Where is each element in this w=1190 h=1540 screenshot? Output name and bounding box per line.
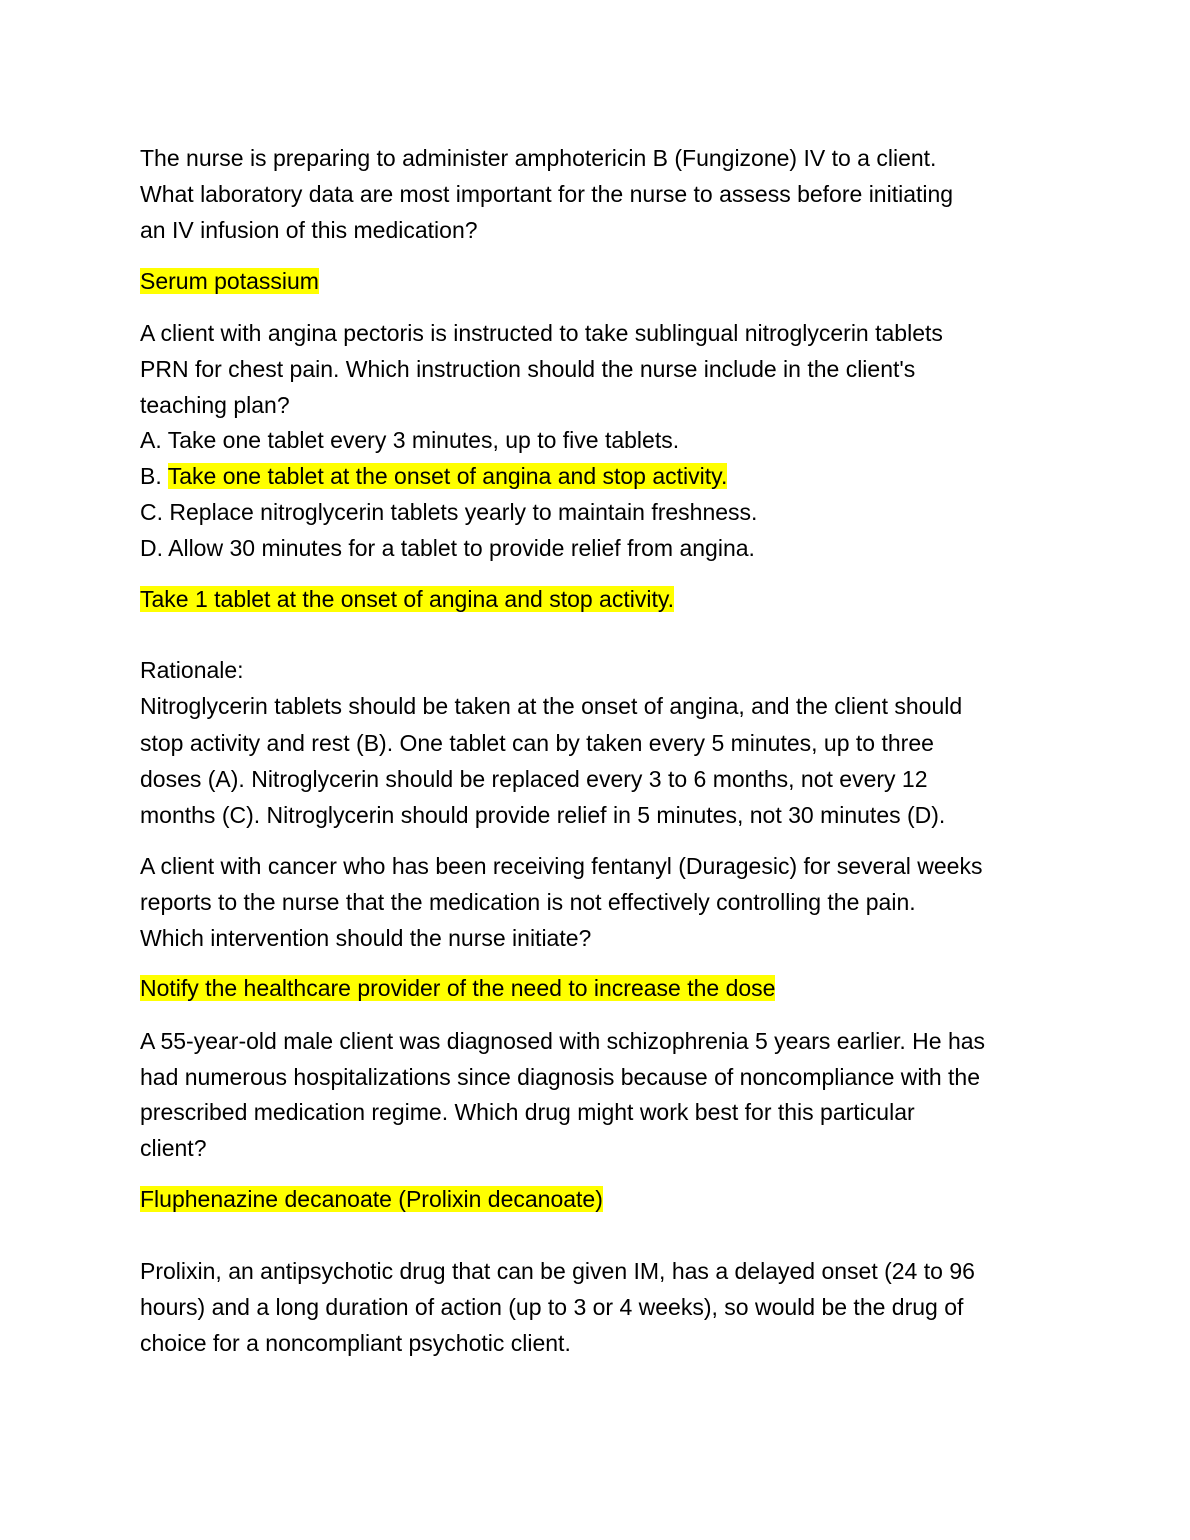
q4-line-3: prescribed medication regime. Which drug might work best for this particular bbox=[140, 1099, 915, 1125]
q2-option-b bbox=[140, 461, 727, 491]
q3-line-2: reports to the nurse that the medication is not effectively controlling the pain. bbox=[140, 889, 916, 915]
q2-option-b-prefix: B. bbox=[140, 463, 168, 489]
q3-answer-highlight: Notify the healthcare provider of the need to increase the dose bbox=[140, 975, 776, 1001]
q2-rationale-line-3: doses (A). Nitroglycerin should be replaced every 3 to 6 months, not every 12 bbox=[140, 766, 928, 792]
q2-answer bbox=[140, 584, 674, 614]
q2-line-1: A client with angina pectoris is instructed to take sublingual nitroglycerin tablets bbox=[140, 320, 943, 346]
q4-answer bbox=[140, 1184, 603, 1214]
q2-option-b-highlight: Take one tablet at the onset of angina and stop activity. bbox=[167, 463, 728, 489]
q4-line-2: had numerous hospitalizations since diagnosis because of noncompliance with the bbox=[140, 1064, 981, 1090]
q3-answer bbox=[140, 973, 775, 1003]
q4-line-4: client? bbox=[140, 1135, 207, 1161]
q4-answer-highlight: Fluphenazine decanoate (Prolixin decanoate) bbox=[140, 1186, 603, 1212]
q2-rationale-line-1: Nitroglycerin tablets should be taken at the onset of angina, and the client should bbox=[140, 693, 963, 719]
q2-rationale-line-4: months (C). Nitroglycerin should provide relief in 5 minutes, not 30 minutes (D). bbox=[140, 802, 946, 828]
q1-line-2: What laboratory data are most important for the nurse to assess before initiating bbox=[140, 181, 954, 207]
q2-answer-highlight: Take 1 tablet at the onset of angina and stop activity. bbox=[140, 586, 675, 612]
q1-answer bbox=[140, 266, 319, 296]
q4-line-1: A 55-year-old male client was diagnosed with schizophrenia 5 years earlier. He has bbox=[140, 1028, 986, 1054]
q2-option-a: A. Take one tablet every 3 minutes, up to five tablets. bbox=[140, 427, 680, 453]
q2-option-d: D. Allow 30 minutes for a tablet to provide relief from angina. bbox=[140, 535, 755, 561]
q4-explanation-line-2: hours) and a long duration of action (up to 3 or 4 weeks), so would be the drug of bbox=[140, 1294, 964, 1320]
q1-line-3: an IV infusion of this medication? bbox=[140, 217, 478, 243]
q1-answer-highlight: Serum potassium bbox=[140, 268, 319, 294]
q2-line-3: teaching plan? bbox=[140, 392, 290, 418]
q4-explanation-line-1: Prolixin, an antipsychotic drug that can be given IM, has a delayed onset (24 to 96 bbox=[140, 1258, 975, 1284]
q4-explanation-line-3: choice for a noncompliant psychotic client. bbox=[140, 1330, 571, 1356]
q2-option-c: C. Replace nitroglycerin tablets yearly to maintain freshness. bbox=[140, 499, 758, 525]
q1-line-1: The nurse is preparing to administer amphotericin B (Fungizone) IV to a client. bbox=[140, 145, 937, 171]
q2-line-2: PRN for chest pain. Which instruction should the nurse include in the client's bbox=[140, 356, 916, 382]
q2-rationale-label: Rationale: bbox=[140, 657, 244, 683]
q3-line-3: Which intervention should the nurse initiate? bbox=[140, 925, 592, 951]
q3-line-1: A client with cancer who has been receiving fentanyl (Duragesic) for several weeks bbox=[140, 853, 983, 879]
q2-rationale-line-2: stop activity and rest (B). One tablet can by taken every 5 minutes, up to three bbox=[140, 730, 934, 756]
